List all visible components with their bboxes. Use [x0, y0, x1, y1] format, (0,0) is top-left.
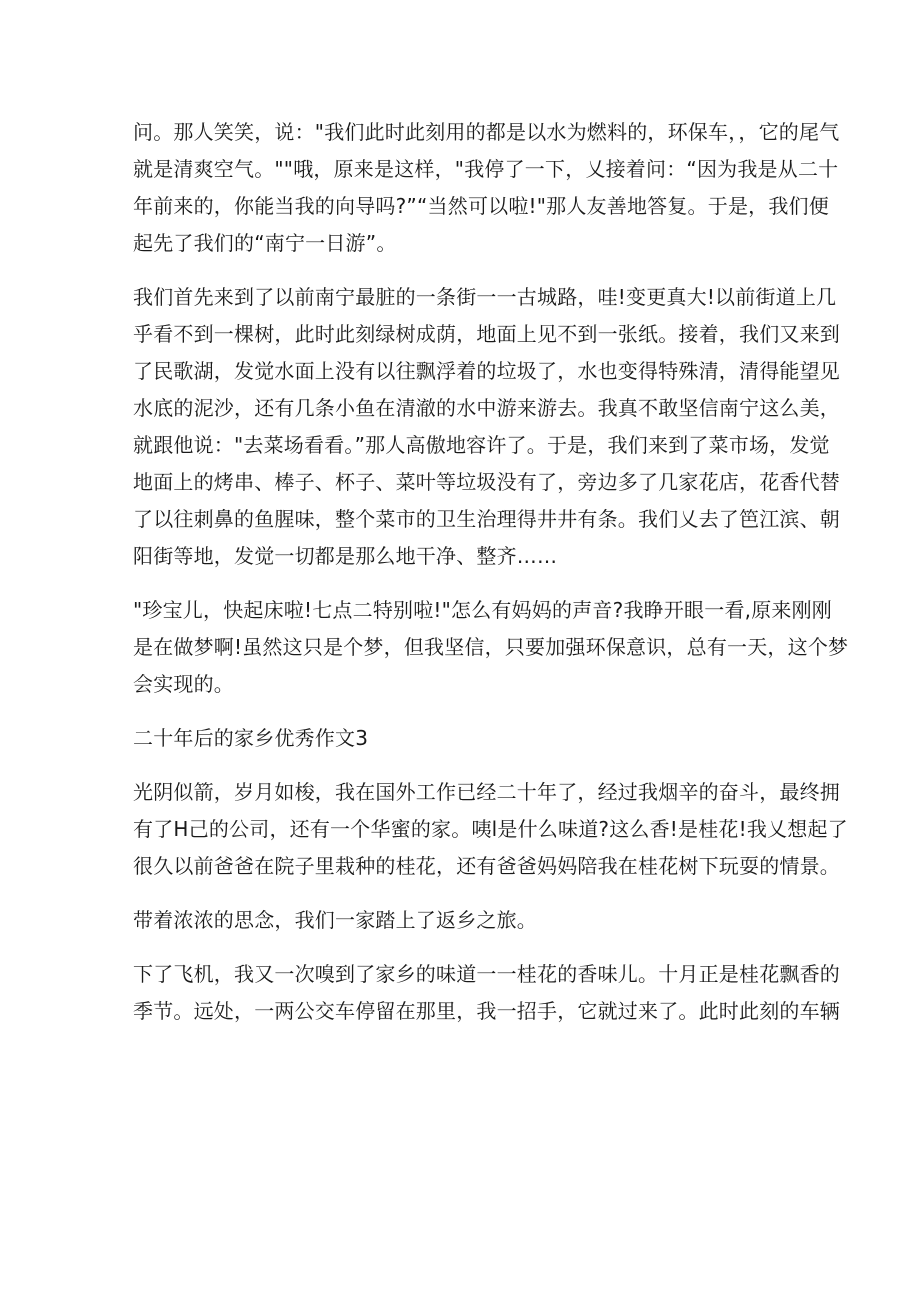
text-line: 光阴似箭，岁月如梭，我在国外工作已经二十年了，经过我烟辛的奋斗，最终拥: [133, 780, 840, 804]
text-line: 水底的泥沙，还有几条小鱼在清澈的水中游来游去。我真不敢坚信南宁这么美，: [133, 396, 840, 420]
text-line: 了民歌湖，发觉水面上没有以往飘浮着的垃圾了，水也变得特殊清，清得能望见: [133, 359, 840, 383]
text-line: 起先了我们的“南宁一日游”。: [133, 231, 397, 255]
paragraph-dialogue-intro: [133, 114, 840, 262]
paragraph-abroad: [133, 774, 848, 885]
document-body: [133, 114, 849, 1030]
text-line: 带着浓浓的思念，我们一家踏上了返乡之旅。: [133, 908, 537, 932]
text-line: 就是清爽空气。""哦，原来是这样，"我停了一下，乂接着问：“因为我是从二十: [133, 157, 839, 181]
paragraph-city-tour: [133, 279, 840, 575]
text-line: 我们首先来到了以前南宁最脏的一条街一一古城路，哇!变更真大!以前街道上几: [133, 285, 837, 309]
text-line: "珍宝儿，快起床啦!七点二特别啦!"怎么有妈妈的声音?我睁开眼一看,原来刚刚: [133, 598, 833, 622]
paragraph-arrival: [133, 956, 840, 1030]
text-line: 阳街等地，发觉一切都是那么地干净、整齐……: [133, 544, 558, 568]
text-line: 有了H己的公司，还有一个华蜜的家。咦l是什么味道?这么香!是桂花!我乂想起了: [133, 817, 848, 841]
paragraph-return-trip: [133, 902, 793, 939]
text-line: 了以往刺鼻的鱼腥味，整个菜市的卫生治理得井井有条。我们乂去了笆江滨、朝: [133, 507, 840, 531]
text-line: 年前来的，你能当我的向导吗?”“当然可以啦!"那人友善地答复。于是，我们便: [133, 194, 829, 218]
text-line: 下了飞机，我又一次嗅到了家乡的味道一一桂花的香味儿。十月正是桂花飘香的: [133, 962, 840, 986]
text-line: 季节。远处，一两公交车停留在那里，我一招手，它就过来了。此时此刻的车辆: [133, 999, 840, 1023]
text-line: 很久以前爸爸在院子里栽种的桂花，还有爸爸妈妈陪我在桂花树下玩耍的情景。: [133, 854, 840, 878]
text-line: 乎看不到一棵树，此时此刻绿树成荫，地面上见不到一张纸。接着，我们又来到: [133, 322, 840, 346]
text-line: 就跟他说："去菜场看看。”那人高傲地容许了。于是，我们来到了菜市场，发觉: [133, 433, 830, 457]
text-line: 问。那人笑笑，说："我们此时此刻用的都是以水为燃料的，环保车，，它的尾气: [133, 120, 840, 144]
section-title: 二十年后的家乡优秀作文3: [133, 726, 369, 750]
text-line: 是在做梦啊!虽然这只是个梦，但我坚信，只要加强环保意识，总有一天，这个梦: [133, 635, 849, 659]
paragraph-dream-ending: [133, 592, 849, 703]
text-line: 会实现的。: [133, 672, 234, 696]
text-line: 地面上的烤串、棒子、杯子、菜叶等垃圾没有了，旁边多了几家花店，花香代替: [133, 470, 840, 494]
essay-heading: [133, 720, 793, 757]
